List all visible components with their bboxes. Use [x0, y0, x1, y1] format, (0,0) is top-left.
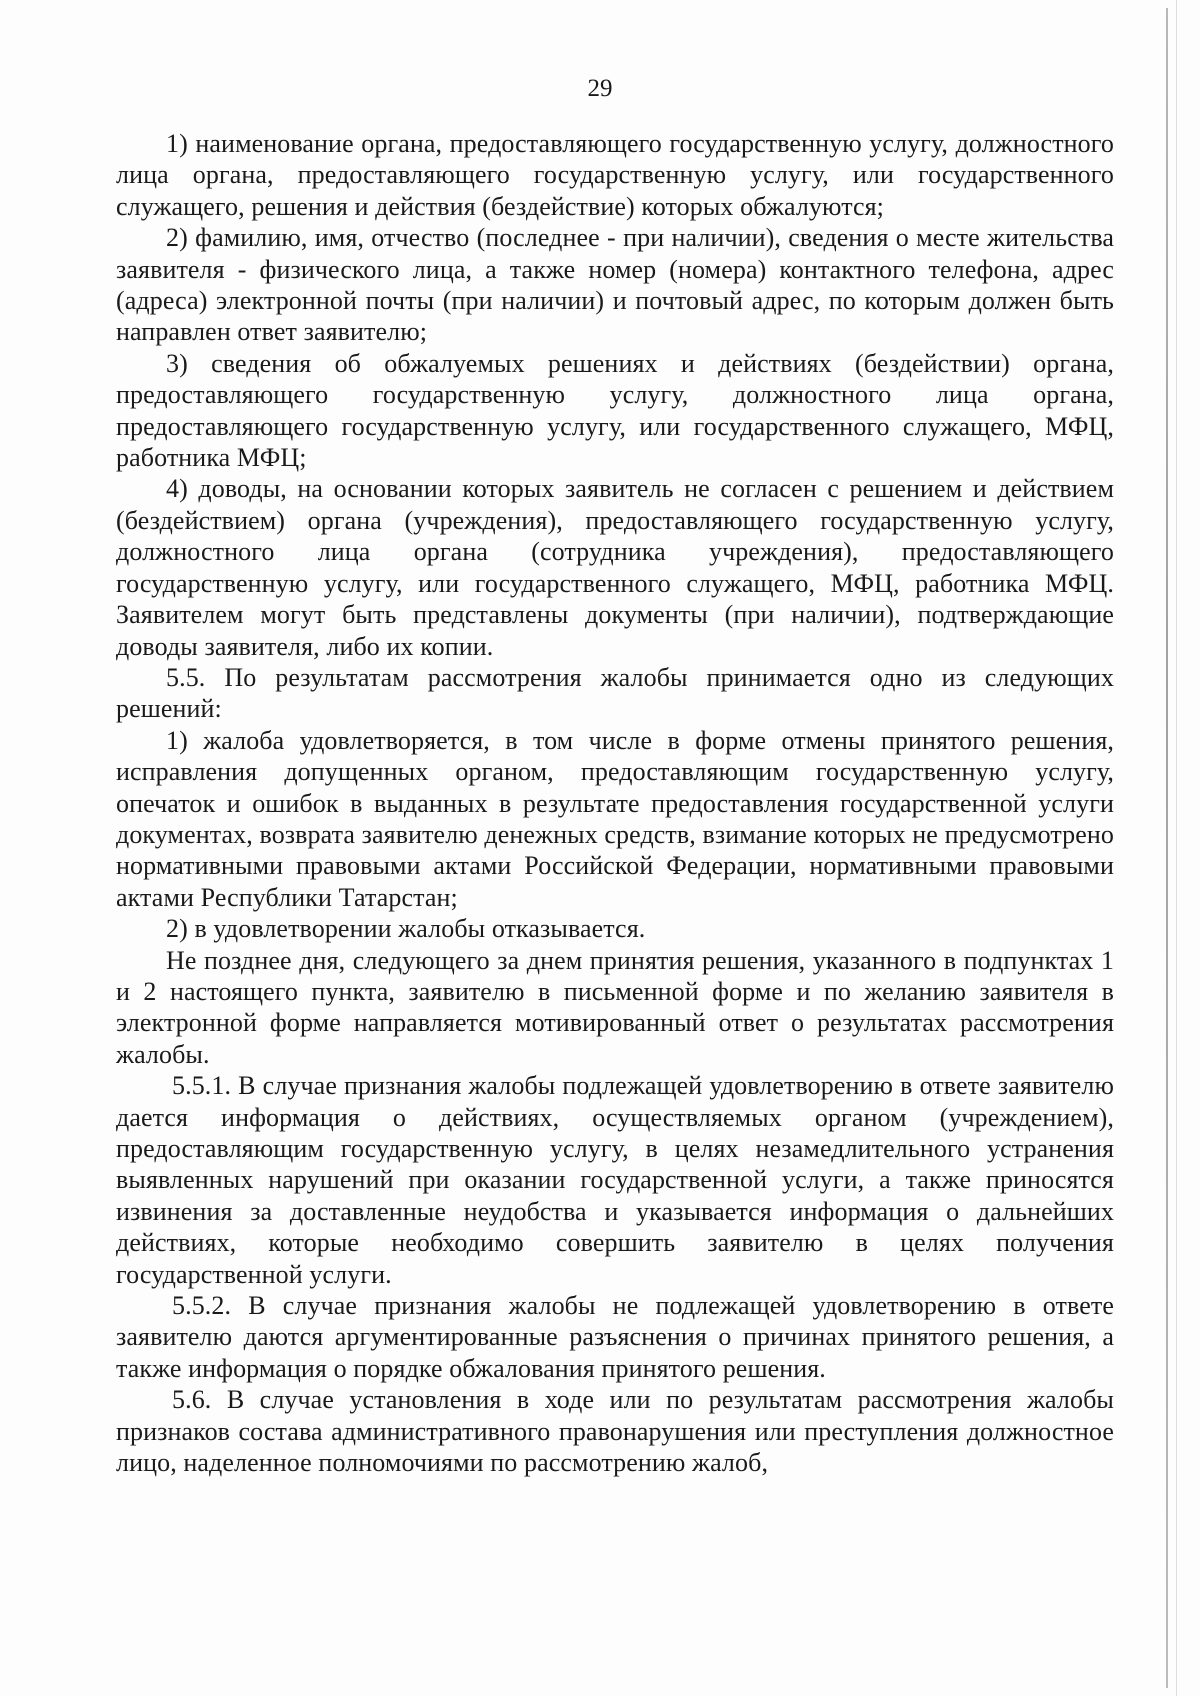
paragraph-decision-1: 1) жалоба удовлетворяется, в том числе в форме отмены принятого решения, исправления допущенных органом, предоставляющим государственную услугу, опечаток и ошибок в выданных в результате предоставления государственной услуги документах, возврата заявителю денежных средств, взимание которых не предусмотрено нормативными правовыми актами Российской Федерации, нормативными правовыми актами Республики Татарстан;	[116, 725, 1114, 912]
paragraph-item-3: 3) сведения об обжалуемых решениях и действиях (бездействии) органа, предоставляющего государственную услугу, должностного лица органа, предоставляющего государственную услугу, или государственного служащего, МФЦ, работника МФЦ;	[116, 348, 1114, 473]
paragraph-section-5-5: 5.5. По результатам рассмотрения жалобы принимается одно из следующих решений:	[116, 662, 1114, 724]
paragraph-item-2: 2) фамилию, имя, отчество (последнее - при наличии), сведения о месте жительства заявителя - физического лица, а также номер (номера) контактного телефона, адрес (адреса) электронной почты (при наличии) и почтовый адрес, по которым должен быть направлен ответ заявителю;	[116, 223, 1114, 347]
paragraph-decision-2: 2) в удовлетворении жалобы отказывается.	[166, 914, 646, 944]
page-number: 29	[587, 75, 613, 102]
paragraph-item-4: 4) доводы, на основании которых заявитель не согласен с решением и действием (бездействием) органа (учреждения), предоставляющего государственную услугу, должностного лица органа (сотрудника учреждения), предоставляющего государственную услугу, или государственного служащего, МФЦ, работника МФЦ. Заявителем могут быть представлены документы (при наличии), подтверждающие доводы заявителя, либо их копии.	[116, 474, 1114, 661]
paragraph-section-5-5-2: 5.5.2. В случае признания жалобы не подлежащей удовлетворению в ответе заявителю даются аргументированные разъяснения о причинах принятого решения, а также информация о порядке обжалования принятого решения.	[116, 1291, 1114, 1383]
paragraph-item-1: 1) наименование органа, предоставляющего государственную услугу, должностного лица органа, предоставляющего государственную услугу, или государственного служащего, решения и действия (бездействие) которых обжалуются;	[116, 129, 1114, 221]
paragraph-section-5-6: 5.6. В случае установления в ходе или по результатам рассмотрения жалобы признаков состава административного правонарушения или преступления должностное лицо, наделенное полномочиями по рассмотрению жалоб,	[116, 1385, 1114, 1478]
scan-edge-line	[1166, 8, 1168, 1688]
document-body	[116, 128, 1114, 1478]
scan-edge-shadow	[1176, 0, 1177, 1696]
paragraph-section-5-5-1: 5.5.1. В случае признания жалобы подлежащей удовлетворению в ответе заявителю дается информация о действиях, осуществляемых органом (учреждением), предоставляющим государственную услугу, в целях незамедлительного устранения выявленных нарушений при оказании государственной услуги, а также приносятся извинения за доставленные неудобства и указывается информация о дальнейших действиях, которые необходимо совершить заявителю в целях получения государственной услуги.	[116, 1071, 1114, 1289]
paragraph-response-deadline: Не позднее дня, следующего за днем принятия решения, указанного в подпунктах 1 и 2 настоящего пункта, заявителю в письменной форме и по желанию заявителя в электронной форме направляется мотивированный ответ о результатах рассмотрения жалобы.	[116, 945, 1114, 1069]
